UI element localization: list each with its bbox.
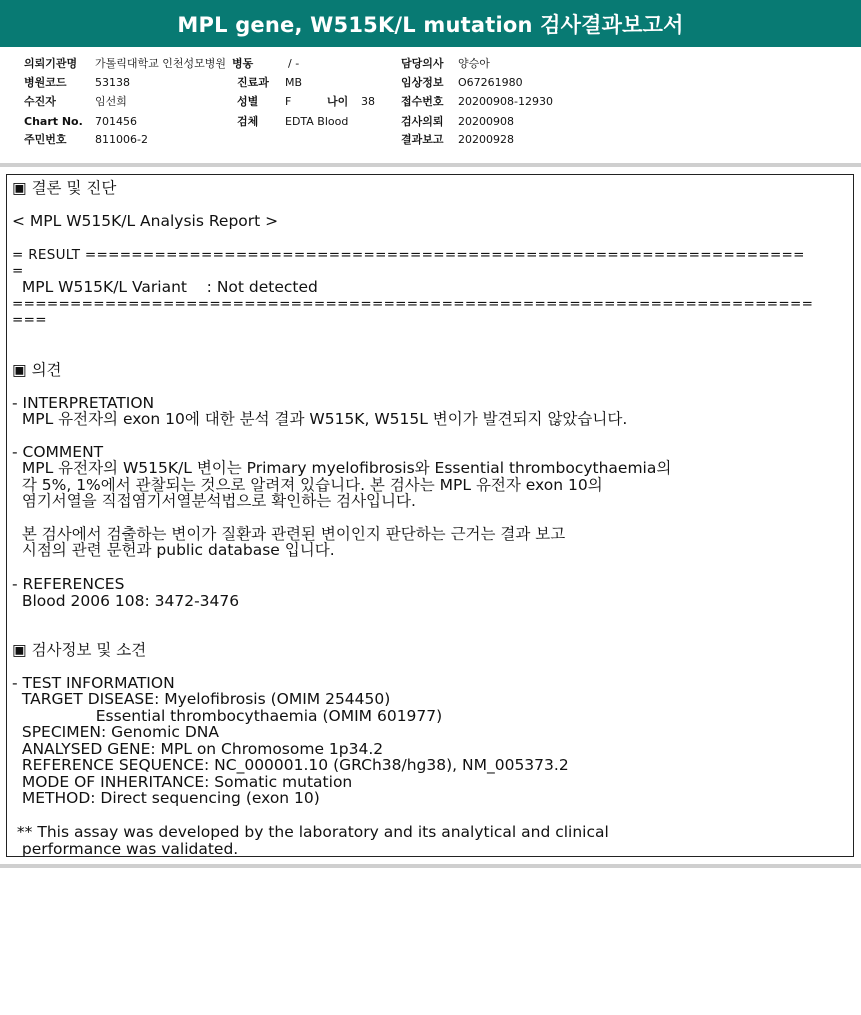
test-information-heading: - TEST INFORMATION [12, 674, 175, 692]
attending-label: 담당의사 [401, 57, 444, 70]
comment-heading: - COMMENT [12, 443, 104, 461]
department-label: 진료과 [237, 76, 269, 89]
attending-value: 양승아 [458, 57, 490, 70]
mode-of-inheritance-line: MODE OF INHERITANCE: Somatic mutation [12, 773, 353, 791]
result-variant-line: MPL W515K/L Variant : Not detected [12, 278, 318, 296]
comment-text-3: 염기서열을 직접염기서열분석법으로 확인하는 검사입니다. [12, 492, 416, 510]
footer-divider [0, 864, 861, 868]
assay-note-line-2: performance was validated. [12, 840, 239, 857]
interpretation-text: MPL 유전자의 exon 10에 대한 분석 결과 W515K, W515L 변이가 발견되지 않았습니다. [12, 410, 628, 428]
resident-no-value: 811006-2 [95, 133, 148, 146]
patient-value: 임선희 [95, 95, 127, 108]
target-disease-line: TARGET DISEASE: Myelofibrosis (OMIM 254450) [12, 690, 391, 708]
patient-info-header [0, 47, 861, 163]
result-report-label: 결과보고 [401, 133, 444, 146]
test-request-label: 검사의뢰 [401, 115, 444, 128]
assay-note-line-1: ** This assay was developed by the laboratory and its analytical and clinical [12, 823, 609, 841]
reference-sequence-line: REFERENCE SEQUENCE: NC_000001.10 (GRCh38/hg38), NM_005373.2 [12, 756, 569, 774]
requesting-institution-label: 의뢰기관명 [24, 57, 78, 70]
sex-label: 성별 [237, 95, 259, 108]
result-divider-bottom: ===================================================================== [12, 296, 814, 312]
comment-text-4: 본 검사에서 검출하는 변이가 질환과 관련된 변이인지 판단하는 근거는 결과 보고 [12, 525, 566, 543]
section-heading-conclusion: ▣ 결론 및 진단 [12, 179, 117, 197]
section-heading-opinion: ▣ 의견 [12, 361, 62, 379]
ward-value: / - [288, 57, 300, 70]
references-heading: - REFERENCES [12, 575, 125, 593]
age-label: 나이 [327, 95, 349, 108]
resident-no-label: 주민번호 [24, 133, 67, 146]
interpretation-heading: - INTERPRETATION [12, 394, 155, 412]
receipt-no-value: 20200908-12930 [458, 95, 553, 108]
comment-text-2: 각 5%, 1%에서 관찰되는 것으로 알려져 있습니다. 본 검사는 MPL 유전자 exon 10의 [12, 476, 603, 494]
clinical-info-label: 임상정보 [401, 76, 444, 89]
age-value: 38 [361, 95, 375, 108]
section-heading-test-info: ▣ 검사정보 및 소견 [12, 641, 147, 659]
hospital-code-label: 병원코드 [24, 76, 67, 89]
result-report-value: 20200928 [458, 133, 514, 146]
test-request-value: 20200908 [458, 115, 514, 128]
references-text: Blood 2006 108: 3472-3476 [12, 592, 240, 610]
analysed-gene-line: ANALYSED GENE: MPL on Chromosome 1p34.2 [12, 740, 384, 758]
header-divider [0, 163, 861, 167]
result-divider-top: = RESULT ============================================================== [12, 247, 805, 263]
result-divider-wrap: = [12, 263, 24, 279]
hospital-code-value: 53138 [95, 76, 130, 89]
method-line: METHOD: Direct sequencing (exon 10) [12, 789, 320, 807]
specimen-value: EDTA Blood [285, 115, 349, 128]
requesting-institution-value: 가톨릭대학교 인천성모병원 [95, 57, 227, 70]
comment-text-5: 시점의 관련 문헌과 public database 입니다. [12, 541, 335, 559]
report-title: MPL gene, W515K/L mutation 검사결과보고서 [0, 0, 861, 47]
chart-no-value: 701456 [95, 115, 137, 128]
patient-label: 수진자 [24, 95, 56, 108]
ward-label: 병동 [232, 57, 254, 70]
sex-value: F [285, 95, 292, 108]
specimen-label: 검체 [237, 115, 259, 128]
report-body [6, 174, 854, 857]
clinical-info-value: O67261980 [458, 76, 523, 89]
comment-text-1: MPL 유전자의 W515K/L 변이는 Primary myelofibrosis와 Essential thrombocythaemia의 [12, 459, 672, 477]
result-divider-bottom-wrap: === [12, 312, 47, 328]
chart-no-label: Chart No. [24, 115, 83, 128]
receipt-no-label: 접수번호 [401, 95, 444, 108]
target-disease-line-2: Essential thrombocythaemia (OMIM 601977) [12, 707, 443, 725]
department-value: MB [285, 76, 303, 89]
analysis-report-title: < MPL W515K/L Analysis Report > [12, 212, 279, 230]
specimen-line: SPECIMEN: Genomic DNA [12, 723, 219, 741]
